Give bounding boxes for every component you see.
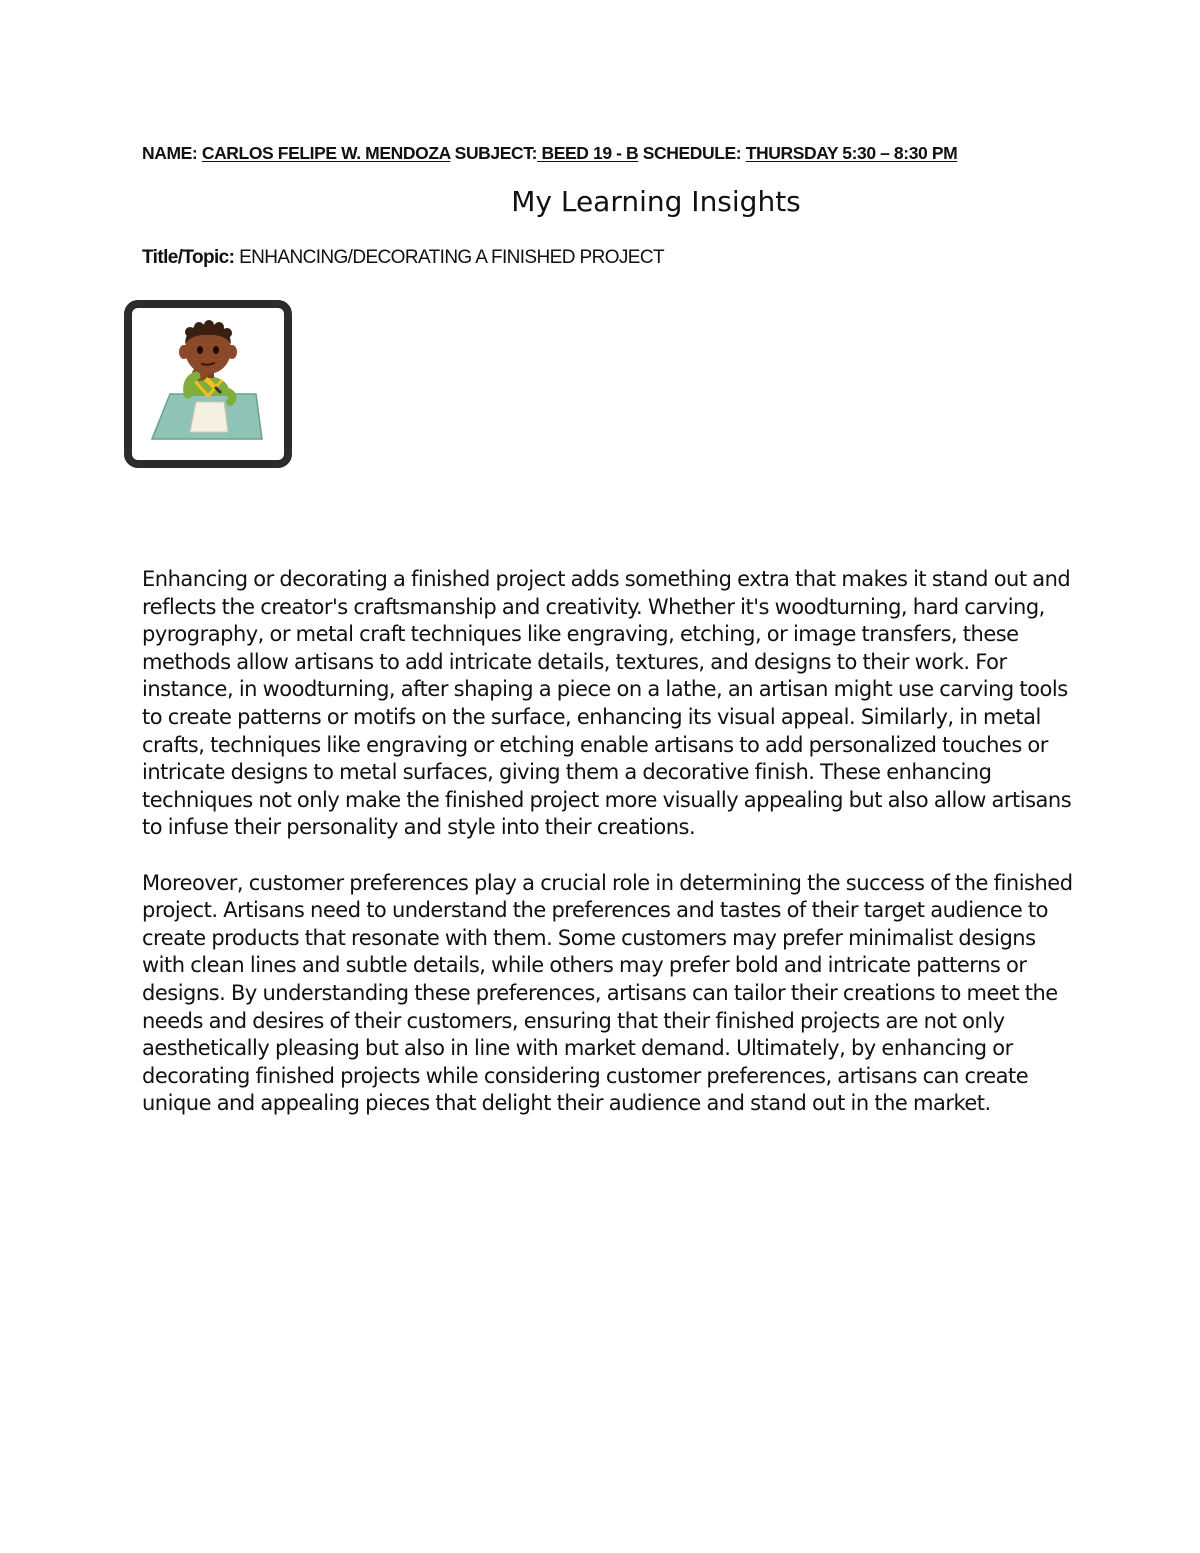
topic-label: Title/Topic: [142, 247, 235, 268]
name-label: NAME: [142, 143, 198, 163]
subject-value: BEED 19 - B [537, 143, 639, 163]
student-info-line [142, 143, 957, 164]
paragraph-customer-preferences: Moreover, customer preferences play a crucial role in determining the success of the finished project. Artisans need to understand the preferences and tastes of their target audience to create products that resonate with them. Some customers may prefer minimalist designs with clean lines and subtle details, while others may prefer bold and intricate patterns or designs. By understanding these preferences, artisans can tailor their creations to meet the needs and desires of their customers, ensuring that their finished projects are not only aesthetically pleasing but also in line with market demand. Ultimately, by enhancing or decorating finished projects while considering customer preferences, artisans can create unique and appealing pieces that delight their audience and stand out in the market. [142, 870, 1073, 1116]
student-thinking-at-desk-icon [124, 300, 292, 468]
name-value: CARLOS FELIPE W. MENDOZA [201, 143, 451, 163]
document-title: My Learning Insights [511, 185, 801, 218]
schedule-value: THURSDAY 5:30 – 8:30 PM [745, 143, 958, 163]
topic-value: ENHANCING/DECORATING A FINISHED PROJECT [239, 247, 664, 268]
schedule-label: SCHEDULE: [642, 143, 742, 163]
insight-body [142, 566, 1082, 1145]
paragraph-enhancing: Enhancing or decorating a finished project adds something extra that makes it stand out and reflects the creator's craftsmanship and creativity. Whether it's woodturning, hard carving, pyrography, or metal craft techniques like engraving, etching, or image transfers, these methods allow artisans to add intricate details, textures, and designs to their work. For instance, in woodturning, after shaping a piece on a lathe, an artisan might use carving tools to create patterns or motifs on the surface, enhancing its visual appeal. Similarly, in metal crafts, techniques like engraving or etching enable artisans to add personalized touches or intricate designs to metal surfaces, giving them a decorative finish. These enhancing techniques not only make the finished project more visually appealing but also allow artisans to infuse their personality and style into their creations. [142, 567, 1072, 840]
subject-label: SUBJECT: [454, 143, 538, 163]
topic-line [142, 247, 664, 269]
